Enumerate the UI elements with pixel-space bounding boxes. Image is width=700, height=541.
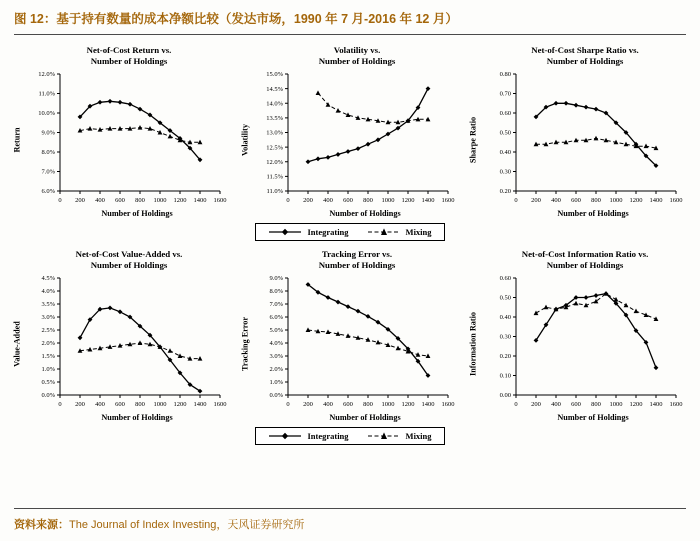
svg-text:8.0%: 8.0% <box>269 288 283 296</box>
svg-text:12.0%: 12.0% <box>38 71 55 79</box>
svg-text:800: 800 <box>363 196 373 204</box>
svg-text:1400: 1400 <box>421 196 435 204</box>
svg-text:1400: 1400 <box>649 196 663 204</box>
svg-text:5.0%: 5.0% <box>269 327 283 335</box>
svg-text:3.5%: 3.5% <box>41 301 55 309</box>
svg-text:1.0%: 1.0% <box>41 366 55 374</box>
svg-text:1000: 1000 <box>609 400 623 408</box>
chart-title-line1: Tracking Error vs. <box>321 248 393 259</box>
svg-text:1600: 1600 <box>669 400 683 408</box>
legend-item-mixing <box>367 431 432 441</box>
svg-text:400: 400 <box>323 196 333 204</box>
svg-text:200: 200 <box>303 400 313 408</box>
plot-canvas-information-ratio <box>480 273 686 415</box>
svg-text:0: 0 <box>514 196 518 204</box>
y-axis-label: Volatility <box>240 123 250 156</box>
legend-label-mixing: Mixing <box>405 430 432 441</box>
legend-label-mixing: Mixing <box>405 226 432 237</box>
svg-text:4.5%: 4.5% <box>41 275 55 283</box>
svg-text:13.0%: 13.0% <box>266 129 283 137</box>
svg-text:6.0%: 6.0% <box>269 314 283 322</box>
svg-text:8.0%: 8.0% <box>41 149 55 157</box>
svg-text:1600: 1600 <box>669 196 683 204</box>
svg-text:800: 800 <box>135 196 145 204</box>
chart-title-line1: Net-of-Cost Information Ratio vs. <box>521 248 649 259</box>
legend-item-integrating <box>268 431 348 441</box>
x-axis-label: Number of Holdings <box>329 412 401 422</box>
legend-label-integrating: Integrating <box>307 226 349 237</box>
svg-text:14.5%: 14.5% <box>266 85 283 93</box>
chart-title <box>238 41 462 69</box>
svg-text:0: 0 <box>58 400 62 408</box>
y-axis-label: Tracking Error <box>240 316 250 371</box>
chart-net-of-cost-return <box>10 41 234 218</box>
svg-text:400: 400 <box>323 400 333 408</box>
svg-text:800: 800 <box>363 400 373 408</box>
chart-title <box>10 41 234 69</box>
chart-title-line1: Net-of-Cost Value-Added vs. <box>75 248 183 259</box>
svg-text:0.80: 0.80 <box>499 71 511 79</box>
svg-text:11.0%: 11.0% <box>38 90 55 98</box>
svg-text:14.0%: 14.0% <box>266 100 283 108</box>
chart-title-line2: Number of Holdings <box>318 55 396 66</box>
svg-text:400: 400 <box>551 400 561 408</box>
y-axis-label: Sharpe Ratio <box>468 116 478 164</box>
plot-canvas-return <box>24 69 230 211</box>
plot-canvas-value-added <box>24 273 230 415</box>
chart-title-line1: Volatility vs. <box>333 45 381 55</box>
integrating-line-icon <box>268 431 302 441</box>
svg-text:600: 600 <box>343 400 353 408</box>
chart-title-line2: Number of Holdings <box>546 55 624 66</box>
chart-sharpe-ratio <box>466 41 690 218</box>
y-axis-label: Value-Added <box>12 321 22 367</box>
figure-header <box>0 0 700 34</box>
svg-text:600: 600 <box>115 400 125 408</box>
chart-tracking-error <box>238 245 462 422</box>
svg-text:0: 0 <box>58 196 62 204</box>
svg-text:0: 0 <box>514 400 518 408</box>
chart-title-line2: Number of Holdings <box>90 259 168 270</box>
legend-bottom <box>10 427 690 446</box>
svg-text:12.5%: 12.5% <box>266 144 283 152</box>
svg-text:0.30: 0.30 <box>499 333 511 341</box>
figure-title: 图 12：基于持有数量的成本净额比较（发达市场，1990 年 7 月-2016 年 12 月） <box>14 12 458 26</box>
chart-title <box>466 41 690 69</box>
svg-text:1.0%: 1.0% <box>269 379 283 387</box>
legend-item-integrating <box>268 227 348 237</box>
charts-row-top <box>10 41 690 218</box>
svg-text:0.60: 0.60 <box>499 110 511 118</box>
figure-footer <box>0 508 700 541</box>
svg-text:1200: 1200 <box>401 196 415 204</box>
svg-text:0.5%: 0.5% <box>41 379 55 387</box>
svg-text:1000: 1000 <box>609 196 623 204</box>
svg-text:4.0%: 4.0% <box>41 288 55 296</box>
chart-title-line2: Number of Holdings <box>546 259 624 270</box>
svg-text:4.0%: 4.0% <box>269 340 283 348</box>
svg-text:600: 600 <box>343 196 353 204</box>
svg-text:400: 400 <box>95 196 105 204</box>
x-axis-label: Number of Holdings <box>557 208 629 218</box>
svg-text:0.40: 0.40 <box>499 149 511 157</box>
svg-text:6.0%: 6.0% <box>41 188 55 196</box>
svg-text:1600: 1600 <box>213 400 227 408</box>
svg-text:1200: 1200 <box>401 400 415 408</box>
svg-text:0: 0 <box>286 400 290 408</box>
svg-text:1000: 1000 <box>153 400 167 408</box>
svg-text:1600: 1600 <box>441 400 455 408</box>
svg-text:11.0%: 11.0% <box>266 188 283 196</box>
x-axis-label: Number of Holdings <box>329 208 401 218</box>
plot-canvas-tracking-error <box>252 273 458 415</box>
svg-text:11.5%: 11.5% <box>266 173 283 181</box>
svg-text:1200: 1200 <box>173 196 187 204</box>
svg-text:1000: 1000 <box>381 400 395 408</box>
svg-text:1200: 1200 <box>629 196 643 204</box>
svg-text:0.20: 0.20 <box>499 188 511 196</box>
svg-text:400: 400 <box>95 400 105 408</box>
svg-text:12.0%: 12.0% <box>266 158 283 166</box>
svg-text:400: 400 <box>551 196 561 204</box>
x-axis-label: Number of Holdings <box>557 412 629 422</box>
svg-text:7.0%: 7.0% <box>269 301 283 309</box>
svg-text:0.70: 0.70 <box>499 90 511 98</box>
svg-text:7.0%: 7.0% <box>41 168 55 176</box>
svg-text:0.10: 0.10 <box>499 372 511 380</box>
svg-text:0.20: 0.20 <box>499 353 511 361</box>
svg-text:0: 0 <box>286 196 290 204</box>
svg-text:200: 200 <box>531 196 541 204</box>
svg-text:1000: 1000 <box>381 196 395 204</box>
integrating-line-icon <box>268 227 302 237</box>
svg-text:1000: 1000 <box>153 196 167 204</box>
svg-text:3.0%: 3.0% <box>269 353 283 361</box>
svg-text:0.50: 0.50 <box>499 294 511 302</box>
svg-text:800: 800 <box>135 400 145 408</box>
svg-text:200: 200 <box>75 400 85 408</box>
x-axis-label: Number of Holdings <box>101 208 173 218</box>
chart-value-added <box>10 245 234 422</box>
svg-text:2.5%: 2.5% <box>41 327 55 335</box>
chart-title <box>10 245 234 273</box>
svg-text:2.0%: 2.0% <box>41 340 55 348</box>
chart-volatility <box>238 41 462 218</box>
chart-title-line1: Net-of-Cost Sharpe Ratio vs. <box>531 45 639 55</box>
chart-title <box>466 245 690 273</box>
svg-text:800: 800 <box>591 400 601 408</box>
chart-title <box>238 245 462 273</box>
svg-text:1400: 1400 <box>649 400 663 408</box>
svg-text:0.00: 0.00 <box>499 392 511 400</box>
source-prefix: 资料来源： <box>14 519 69 531</box>
svg-text:800: 800 <box>591 196 601 204</box>
plot-canvas-volatility <box>252 69 458 211</box>
mixing-line-icon <box>367 431 401 441</box>
mixing-line-icon <box>367 227 401 237</box>
chart-information-ratio <box>466 245 690 422</box>
svg-text:15.0%: 15.0% <box>266 71 283 79</box>
legend-box <box>255 427 444 445</box>
svg-text:0.30: 0.30 <box>499 168 511 176</box>
legend-item-mixing <box>367 227 432 237</box>
charts-row-bottom <box>10 245 690 422</box>
svg-text:13.5%: 13.5% <box>266 115 283 123</box>
svg-text:200: 200 <box>303 196 313 204</box>
svg-text:0.60: 0.60 <box>499 275 511 283</box>
x-axis-label: Number of Holdings <box>101 412 173 422</box>
svg-text:2.0%: 2.0% <box>269 366 283 374</box>
svg-text:1200: 1200 <box>173 400 187 408</box>
legend-box <box>255 223 444 241</box>
svg-text:0.40: 0.40 <box>499 314 511 322</box>
svg-text:200: 200 <box>531 400 541 408</box>
svg-text:1600: 1600 <box>441 196 455 204</box>
svg-text:1400: 1400 <box>193 400 207 408</box>
svg-text:200: 200 <box>75 196 85 204</box>
charts-grid <box>0 35 700 446</box>
svg-text:1.5%: 1.5% <box>41 353 55 361</box>
y-axis-label: Information Ratio <box>468 311 478 376</box>
chart-title-line2: Number of Holdings <box>90 55 168 66</box>
svg-text:0.50: 0.50 <box>499 129 511 137</box>
svg-text:600: 600 <box>115 196 125 204</box>
chart-title-line1: Net-of-Cost Return vs. <box>86 45 172 55</box>
svg-text:1600: 1600 <box>213 196 227 204</box>
legend-label-integrating: Integrating <box>307 430 349 441</box>
svg-text:1200: 1200 <box>629 400 643 408</box>
svg-text:3.0%: 3.0% <box>41 314 55 322</box>
source-note <box>0 509 700 541</box>
svg-text:10.0%: 10.0% <box>38 110 55 118</box>
source-text: The Journal of Index Investing，天风证券研究所 <box>69 519 305 531</box>
plot-canvas-sharpe <box>480 69 686 211</box>
svg-text:600: 600 <box>571 196 581 204</box>
svg-text:1400: 1400 <box>193 196 207 204</box>
svg-text:600: 600 <box>571 400 581 408</box>
y-axis-label: Return <box>12 127 22 153</box>
svg-text:1400: 1400 <box>421 400 435 408</box>
svg-text:9.0%: 9.0% <box>41 129 55 137</box>
svg-text:0.0%: 0.0% <box>269 392 283 400</box>
chart-title-line2: Number of Holdings <box>318 259 396 270</box>
svg-text:9.0%: 9.0% <box>269 275 283 283</box>
legend-top <box>10 223 690 242</box>
svg-text:0.0%: 0.0% <box>41 392 55 400</box>
